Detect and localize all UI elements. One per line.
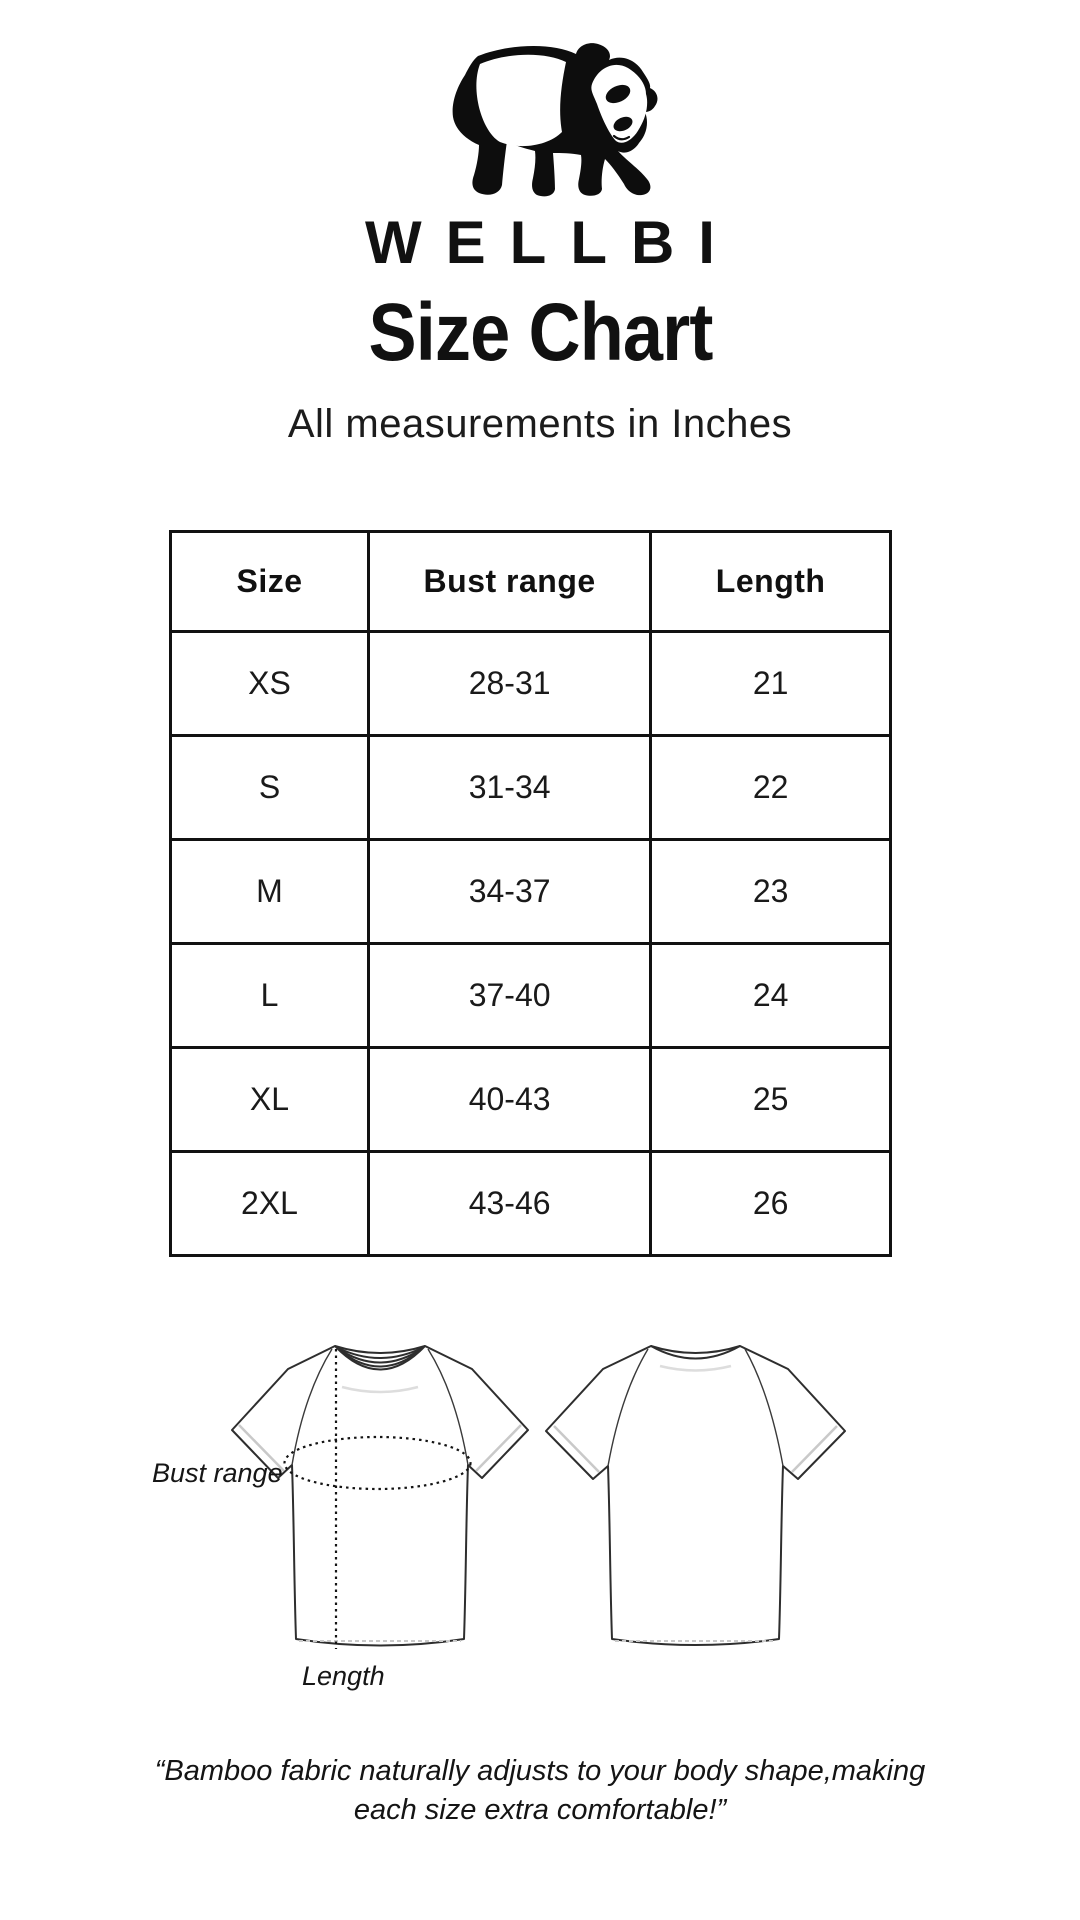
- footer-quote-line1: “Bamboo fabric naturally adjusts to your body shape,making: [154, 1755, 926, 1787]
- cell-size: 2XL: [171, 1152, 369, 1256]
- footer-quote-line2: each size extra comfortable!”: [353, 1794, 727, 1826]
- cell-size: M: [171, 840, 369, 944]
- cell-bust: 43-46: [369, 1152, 651, 1256]
- brand-name: WELLBI: [365, 209, 739, 276]
- size-table: [169, 530, 892, 1257]
- cell-length: 26: [651, 1152, 891, 1256]
- cell-bust: 40-43: [369, 1048, 651, 1152]
- footer-quote: [0, 1752, 1080, 1830]
- table-header-row: [171, 532, 891, 632]
- tshirt-back-diagram: [538, 1336, 854, 1666]
- column-header-bust-range: Bust range: [369, 532, 651, 632]
- length-label: Length: [302, 1661, 385, 1691]
- cell-bust: 37-40: [369, 944, 651, 1048]
- cell-size: XL: [171, 1048, 369, 1152]
- bust-range-label: Bust range: [152, 1458, 283, 1488]
- page-subtitle: All measurements in Inches: [287, 402, 793, 446]
- table-row-2xl: [171, 1152, 891, 1256]
- cell-bust: 34-37: [369, 840, 651, 944]
- cell-length: 24: [651, 944, 891, 1048]
- table-row-m: [171, 840, 891, 944]
- table-row-l: [171, 944, 891, 1048]
- cell-length: 22: [651, 736, 891, 840]
- cell-size: L: [171, 944, 369, 1048]
- cell-length: 25: [651, 1048, 891, 1152]
- cell-bust: 31-34: [369, 736, 651, 840]
- cell-length: 23: [651, 840, 891, 944]
- cell-length: 21: [651, 632, 891, 736]
- table-row-s: [171, 736, 891, 840]
- table-row-xl: [171, 1048, 891, 1152]
- column-header-length: Length: [651, 532, 891, 632]
- cell-size: XS: [171, 632, 369, 736]
- panda-logo-icon: [420, 42, 660, 202]
- page-title-text: Size Chart: [367, 287, 713, 378]
- cell-bust: 28-31: [369, 632, 651, 736]
- column-header-size: Size: [171, 532, 369, 632]
- table-row-xs: [171, 632, 891, 736]
- tshirt-front-diagram: [215, 1336, 531, 1666]
- page-title: [0, 287, 1080, 378]
- cell-size: S: [171, 736, 369, 840]
